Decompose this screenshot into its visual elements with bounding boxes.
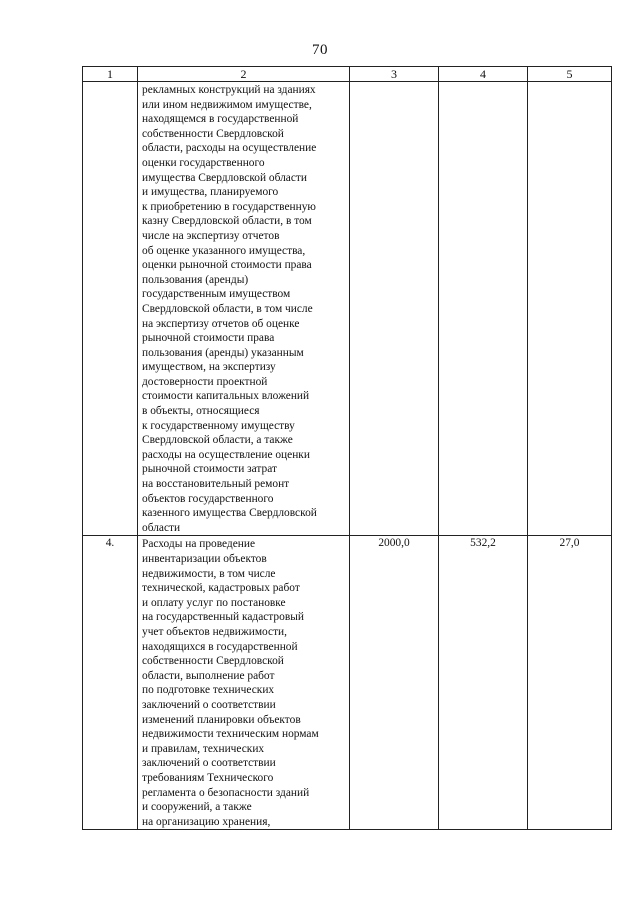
description-line: и оплату услуг по постановке <box>142 596 286 609</box>
description-line: собственности Свердловской <box>142 655 284 668</box>
description-line: объектов государственного <box>142 492 274 505</box>
description-line: к приобретению в государственную <box>142 200 316 213</box>
description-line: учет объектов недвижимости, <box>142 625 287 638</box>
description-line: рекламных конструкций на зданиях <box>142 84 316 96</box>
description-line: собственности Свердловской <box>142 127 284 140</box>
description-line: имуществом, на экспертизу <box>142 361 276 374</box>
description-line: заключений о соответствии <box>142 698 276 711</box>
description-line: об оценке указанного имущества, <box>142 244 306 257</box>
description-line: области <box>142 521 181 534</box>
description-cell <box>138 536 350 830</box>
row-number-cell <box>83 82 138 536</box>
description-line: пользования (аренды) указанным <box>142 346 304 359</box>
table-row <box>83 82 612 536</box>
value-cell-col3: 2000,0 <box>350 536 439 830</box>
description-line: казну Свердловской области, в том <box>142 215 312 228</box>
value-cell-col4 <box>439 82 528 536</box>
description-line: или ином недвижимом имуществе, <box>142 98 312 111</box>
description-line: находящемся в государственной <box>142 113 299 126</box>
description-line: казенного имущества Свердловской <box>142 507 317 520</box>
description-line: области, расходы на осуществление <box>142 142 317 155</box>
description-line: изменений планировки объектов <box>142 713 301 726</box>
description-line: недвижимости, в том числе <box>142 567 276 580</box>
page-number: 70 <box>312 42 328 58</box>
description-line: Расходы на проведение <box>142 538 256 551</box>
description-line: числе на экспертизу отчетов <box>142 229 280 242</box>
description-line: Свердловской области, а также <box>142 434 293 447</box>
description-line: рыночной стоимости затрат <box>142 463 277 476</box>
description-line: и сооружений, а также <box>142 801 252 814</box>
description-line: по подготовке технических <box>142 684 275 697</box>
description-line: на организацию хранения, <box>142 815 271 828</box>
description-line: оценки государственного <box>142 156 265 169</box>
description-line: к государственному имуществу <box>142 419 295 432</box>
description-line: находящихся в государственной <box>142 640 298 653</box>
description-line: государственным имуществом <box>142 288 291 301</box>
row-number-cell: 4. <box>83 536 138 830</box>
description-line: достоверности проектной <box>142 375 268 388</box>
description-line: области, выполнение работ <box>142 669 275 682</box>
description-line: и имущества, планируемого <box>142 186 279 199</box>
description-line: и правилам, технических <box>142 742 265 755</box>
description-line: заключений о соответствии <box>142 757 276 770</box>
description-line: недвижимости техническим нормам <box>142 728 319 741</box>
description-text <box>138 536 349 829</box>
description-line: оценки рыночной стоимости права <box>142 259 312 272</box>
column-header-3: 3 <box>350 67 439 82</box>
description-line: расходы на осуществление оценки <box>142 448 310 461</box>
description-line: на государственный кадастровый <box>142 611 304 624</box>
value-cell-col3 <box>350 82 439 536</box>
description-line: имущества Свердловской области <box>142 171 307 184</box>
description-line: на экспертизу отчетов об оценке <box>142 317 300 330</box>
description-line: инвентаризации объектов <box>142 553 267 565</box>
value-cell-col5 <box>528 82 612 536</box>
column-header-2: 2 <box>138 67 350 82</box>
table-row <box>83 536 612 830</box>
description-text <box>138 82 349 535</box>
value-cell-col4: 532,2 <box>439 536 528 830</box>
column-header-5: 5 <box>528 67 612 82</box>
table-header-row <box>83 67 612 82</box>
description-line: Свердловской области, в том числе <box>142 302 313 315</box>
description-line: в объекты, относящиеся <box>142 405 260 418</box>
column-header-1: 1 <box>83 67 138 82</box>
description-line: стоимости капитальных вложений <box>142 390 310 403</box>
description-line: пользования (аренды) <box>142 273 249 286</box>
description-cell <box>138 82 350 536</box>
column-header-4: 4 <box>439 67 528 82</box>
description-line: технической, кадастровых работ <box>142 582 300 595</box>
description-line: рыночной стоимости права <box>142 332 275 345</box>
budget-table <box>82 66 612 830</box>
value-cell-col5: 27,0 <box>528 536 612 830</box>
description-line: на восстановительный ремонт <box>142 478 290 491</box>
description-line: регламента о безопасности зданий <box>142 786 310 799</box>
description-line: требованиям Технического <box>142 771 274 784</box>
